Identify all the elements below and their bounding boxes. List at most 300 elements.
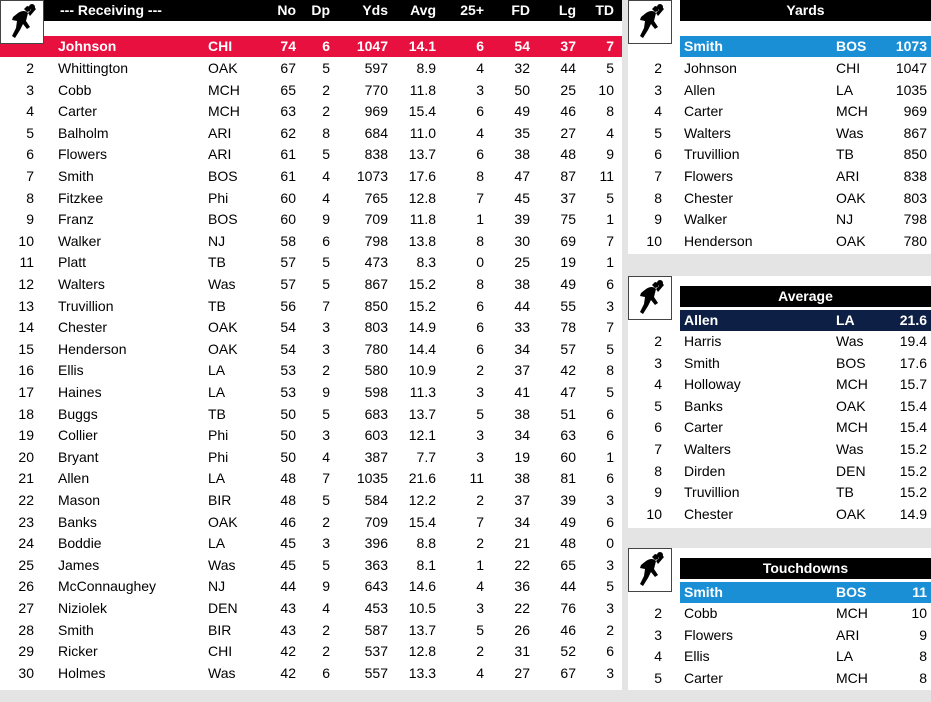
- stat-dp: 8: [322, 124, 330, 141]
- stat-no: 63: [280, 103, 296, 120]
- rank: 5: [654, 124, 662, 141]
- player-name: Henderson: [58, 340, 127, 357]
- touchdowns-header: [680, 558, 931, 579]
- team: LA: [836, 648, 854, 665]
- player-name: Allen: [684, 312, 719, 328]
- player-name: Walters: [684, 441, 731, 457]
- stat-no: 50: [280, 427, 296, 444]
- stat-dp: 4: [322, 189, 330, 206]
- player-name: Chester: [684, 189, 734, 206]
- stat-lg: 46: [560, 103, 576, 120]
- stat-lg: 39: [560, 492, 576, 508]
- stat-value: 11: [912, 584, 927, 600]
- rank: 9: [26, 211, 34, 228]
- stat-25plus: 3: [476, 427, 484, 444]
- col-td: TD: [595, 2, 614, 18]
- stat-fd: 34: [514, 513, 530, 530]
- stat-lg: 67: [560, 664, 576, 681]
- stat-value: 15.2: [899, 484, 927, 501]
- team: BIR: [208, 492, 232, 508]
- player-name: Carter: [684, 103, 723, 120]
- stat-td: 7: [606, 38, 614, 54]
- stat-lg: 75: [560, 211, 576, 228]
- stat-25plus: 8: [476, 276, 484, 292]
- stat-td: 5: [606, 340, 614, 357]
- stat-no: 46: [280, 513, 296, 530]
- rank: 6: [654, 146, 662, 163]
- player-name: Dirden: [684, 462, 726, 479]
- stat-dp: 2: [322, 621, 330, 638]
- stat-avg: 8.3: [416, 254, 436, 271]
- stat-no: 60: [280, 189, 296, 206]
- stat-yds: 557: [364, 664, 388, 681]
- stat-td: 6: [606, 276, 614, 292]
- rank: 9: [654, 484, 662, 501]
- stat-avg: 11.3: [409, 384, 436, 400]
- stat-25plus: 6: [476, 297, 484, 314]
- stat-fd: 35: [514, 124, 530, 141]
- player-name: Ellis: [58, 362, 84, 379]
- stat-lg: 48: [560, 535, 576, 552]
- player-name: Smith: [58, 621, 94, 638]
- stat-25plus: 3: [476, 384, 484, 400]
- list-item: [628, 231, 931, 253]
- stat-25plus: 3: [476, 600, 484, 616]
- stat-25plus: 8: [476, 168, 484, 184]
- stat-yds: 453: [364, 600, 388, 616]
- team: MCH: [208, 81, 240, 98]
- stat-fd: 26: [514, 621, 530, 638]
- stat-25plus: 6: [476, 38, 484, 54]
- player-name: Chester: [684, 505, 734, 522]
- stat-td: 5: [606, 578, 614, 595]
- team: BOS: [836, 38, 867, 54]
- stat-avg: 13.3: [408, 664, 436, 681]
- stat-value: 867: [903, 124, 927, 141]
- player-name: Walters: [58, 276, 105, 292]
- stat-dp: 5: [322, 60, 330, 76]
- player-name: Flowers: [684, 168, 734, 184]
- stat-lg: 78: [560, 319, 576, 336]
- table-row: [0, 382, 622, 404]
- stat-yds: 765: [364, 189, 388, 206]
- rank: 28: [18, 621, 34, 638]
- stat-no: 50: [280, 405, 296, 422]
- player-name: Smith: [58, 168, 94, 184]
- stat-no: 43: [280, 600, 296, 616]
- list-item: [628, 374, 931, 396]
- table-row: [0, 490, 622, 512]
- stat-fd: 32: [514, 60, 530, 76]
- list-item: [628, 353, 931, 375]
- stat-no: 44: [280, 578, 296, 595]
- stat-fd: 54: [514, 38, 530, 54]
- stat-fd: 31: [514, 643, 530, 660]
- list-item: [628, 439, 931, 461]
- stat-value: 14.9: [899, 505, 927, 522]
- yards-title: Yards: [786, 2, 825, 18]
- table-row: [0, 339, 622, 361]
- stat-lg: 27: [560, 124, 576, 141]
- stat-lg: 25: [560, 81, 576, 98]
- stat-value: 1073: [895, 38, 927, 54]
- stat-lg: 55: [560, 297, 576, 314]
- stat-yds: 537: [364, 643, 388, 660]
- stat-fd: 22: [514, 556, 530, 573]
- stat-avg: 15.2: [408, 276, 436, 292]
- player-catching-icon: [628, 548, 672, 592]
- rank: 4: [654, 376, 662, 393]
- stat-fd: 27: [514, 664, 530, 681]
- stat-25plus: 8: [476, 232, 484, 249]
- list-item: [628, 188, 931, 210]
- list-item: [628, 646, 931, 668]
- list-item: [628, 101, 931, 123]
- touchdowns-title: Touchdowns: [762, 560, 849, 576]
- team: LA: [836, 81, 854, 98]
- stat-avg: 7.7: [416, 448, 436, 465]
- stat-avg: 10.9: [408, 362, 436, 379]
- list-item: [628, 80, 931, 102]
- stat-value: 15.2: [899, 462, 927, 479]
- player-name: Platt: [58, 254, 87, 271]
- player-name: Carter: [684, 669, 723, 686]
- stat-no: 61: [280, 146, 296, 163]
- table-row: [0, 641, 622, 663]
- team: BOS: [208, 211, 238, 228]
- team: Was: [836, 124, 864, 141]
- table-row: [0, 425, 622, 447]
- receiving-leader-row: [0, 36, 622, 57]
- stat-lg: 47: [560, 384, 576, 400]
- stat-yds: 683: [364, 405, 388, 422]
- team: Was: [836, 441, 864, 457]
- stat-value: 15.2: [899, 441, 927, 457]
- table-row: [0, 533, 622, 555]
- stat-td: 3: [606, 297, 614, 314]
- stat-value: 798: [903, 211, 927, 228]
- player-name: Banks: [58, 513, 97, 530]
- stat-lg: 44: [560, 60, 576, 76]
- team: OAK: [208, 60, 238, 76]
- list-item: [628, 396, 931, 418]
- player-name: Cobb: [684, 605, 718, 621]
- col-lg: Lg: [558, 2, 576, 18]
- stat-value: 15.4: [899, 397, 927, 414]
- stat-dp: 4: [322, 448, 330, 465]
- team: TB: [208, 297, 226, 314]
- stat-value: 15.7: [899, 376, 927, 393]
- stat-no: 67: [280, 60, 296, 76]
- list-item: [628, 209, 931, 231]
- stat-no: 45: [280, 535, 296, 552]
- stat-25plus: 4: [476, 124, 484, 141]
- stat-25plus: 3: [476, 81, 484, 98]
- player-name: Chester: [58, 319, 108, 336]
- stat-avg: 12.2: [408, 492, 436, 508]
- table-row: [0, 317, 622, 339]
- stat-fd: 33: [514, 319, 530, 336]
- rank: 3: [654, 626, 662, 643]
- stat-td: 7: [606, 319, 614, 336]
- player-name: Smith: [684, 584, 723, 600]
- team: NJ: [836, 211, 854, 228]
- rank: 13: [18, 297, 34, 314]
- stat-fd: 38: [514, 276, 530, 292]
- team: Phi: [208, 189, 229, 206]
- stat-fd: 37: [514, 362, 530, 379]
- player-name: James: [58, 556, 100, 573]
- stat-no: 54: [280, 340, 296, 357]
- rank: 5: [26, 124, 34, 141]
- team: LA: [208, 384, 226, 400]
- stat-value: 19.4: [899, 333, 927, 349]
- rank: 26: [18, 578, 34, 595]
- list-item: [628, 144, 931, 166]
- team: TB: [836, 146, 854, 163]
- stat-avg: 17.6: [408, 168, 436, 184]
- rank: 30: [18, 664, 34, 681]
- stat-25plus: 6: [476, 146, 484, 163]
- stat-td: 1: [606, 448, 614, 465]
- col-avg: Avg: [410, 2, 436, 18]
- stat-25plus: 5: [476, 621, 484, 638]
- list-item: [628, 482, 931, 504]
- rank: 25: [18, 556, 34, 573]
- stat-td: 1: [606, 254, 614, 271]
- stat-value: 17.6: [899, 354, 927, 371]
- stat-25plus: 3: [476, 448, 484, 465]
- col-25plus: 25+: [460, 2, 484, 18]
- stat-value: 1035: [895, 81, 927, 98]
- table-row: [0, 576, 622, 598]
- stat-yds: 396: [364, 535, 388, 552]
- stat-dp: 3: [322, 319, 330, 336]
- team: TB: [208, 405, 226, 422]
- stat-25plus: 1: [476, 556, 484, 573]
- stat-td: 8: [606, 362, 614, 379]
- stat-no: 42: [280, 643, 296, 660]
- stat-avg: 13.7: [408, 621, 436, 638]
- team: ARI: [836, 168, 860, 184]
- stat-25plus: 7: [476, 189, 484, 206]
- player-name: Collier: [58, 427, 98, 444]
- rank: 20: [18, 448, 34, 465]
- stat-fd: 37: [514, 492, 530, 508]
- yards-panel: [628, 0, 931, 254]
- rank: 29: [18, 643, 34, 660]
- list-item: [628, 603, 931, 625]
- stat-dp: 2: [322, 513, 330, 530]
- stat-avg: 12.8: [408, 643, 436, 660]
- player-name: Bryant: [58, 448, 99, 465]
- stat-dp: 3: [322, 535, 330, 552]
- team: OAK: [208, 340, 238, 357]
- stat-yds: 780: [364, 340, 388, 357]
- stat-td: 6: [606, 643, 614, 660]
- stat-fd: 44: [514, 297, 530, 314]
- stat-avg: 21.6: [408, 470, 436, 487]
- team: MCH: [836, 669, 868, 686]
- team: MCH: [836, 419, 868, 436]
- team: TB: [208, 254, 226, 271]
- rank: 6: [26, 146, 34, 163]
- team: OAK: [836, 189, 866, 206]
- stat-avg: 15.2: [408, 297, 436, 314]
- stat-lg: 46: [560, 621, 576, 638]
- rank: 10: [18, 232, 34, 249]
- stat-avg: 11.8: [409, 211, 436, 228]
- team: ARI: [208, 146, 232, 163]
- stat-fd: 25: [514, 254, 530, 271]
- stat-avg: 15.4: [408, 513, 436, 530]
- player-catching-icon: [628, 0, 672, 44]
- stat-no: 45: [280, 556, 296, 573]
- team: TB: [836, 484, 854, 501]
- stat-fd: 21: [514, 535, 530, 552]
- stat-yds: 1047: [356, 38, 388, 54]
- team: ARI: [836, 626, 860, 643]
- stat-25plus: 11: [469, 470, 484, 487]
- team: Was: [208, 556, 236, 573]
- stat-yds: 850: [364, 297, 388, 314]
- stat-25plus: 7: [476, 513, 484, 530]
- stat-yds: 867: [364, 276, 388, 292]
- stat-dp: 3: [322, 340, 330, 357]
- stat-no: 48: [280, 470, 296, 487]
- player-name: Walker: [684, 211, 728, 228]
- table-row: [0, 123, 622, 145]
- stat-avg: 14.9: [408, 319, 436, 336]
- table-row: [0, 404, 622, 426]
- player-name: Flowers: [58, 146, 108, 163]
- rank: 7: [26, 168, 34, 184]
- rank: 3: [654, 81, 662, 98]
- rank: 27: [18, 600, 34, 616]
- team: CHI: [836, 60, 861, 76]
- stat-avg: 11.8: [409, 81, 436, 98]
- stat-value: 8: [919, 669, 927, 686]
- table-row: [0, 296, 622, 318]
- stat-yds: 709: [364, 513, 388, 530]
- stat-yds: 363: [364, 556, 388, 573]
- stat-no: 53: [280, 362, 296, 379]
- team: DEN: [836, 462, 866, 479]
- stat-td: 3: [606, 556, 614, 573]
- player-catching-icon: [628, 276, 672, 320]
- stat-td: 5: [606, 60, 614, 76]
- rank: 3: [26, 81, 34, 98]
- player-name: Truvillion: [684, 146, 740, 163]
- team: CHI: [208, 38, 233, 54]
- stat-avg: 8.9: [416, 60, 436, 76]
- stat-td: 5: [606, 384, 614, 400]
- rank: 15: [18, 340, 34, 357]
- stat-dp: 2: [322, 362, 330, 379]
- player-name: Haines: [58, 384, 102, 400]
- table-row: [0, 101, 622, 123]
- player-name: Carter: [58, 103, 97, 120]
- list-item: [628, 123, 931, 145]
- stat-avg: 13.7: [408, 405, 436, 422]
- table-row: [0, 512, 622, 534]
- player-name: Johnson: [684, 60, 737, 76]
- stat-yds: 1035: [356, 470, 388, 487]
- rank: 5: [654, 397, 662, 414]
- stat-td: 5: [606, 189, 614, 206]
- stat-25plus: 6: [476, 340, 484, 357]
- stat-no: 53: [280, 384, 296, 400]
- table-row: [0, 58, 622, 80]
- rank: 22: [18, 492, 34, 508]
- team: MCH: [836, 103, 868, 120]
- stat-25plus: 2: [476, 535, 484, 552]
- stat-fd: 49: [514, 103, 530, 120]
- stat-avg: 14.6: [408, 578, 436, 595]
- table-row: [0, 360, 622, 382]
- stat-dp: 5: [322, 405, 330, 422]
- stat-fd: 50: [514, 81, 530, 98]
- team: LA: [208, 470, 226, 487]
- team: LA: [836, 312, 855, 328]
- player-name: Walker: [58, 232, 102, 249]
- stat-yds: 603: [364, 427, 388, 444]
- player-name: Fitzkee: [58, 189, 104, 206]
- stat-fd: 38: [514, 405, 530, 422]
- stat-no: 42: [280, 664, 296, 681]
- rank: 12: [18, 276, 34, 292]
- stat-fd: 36: [514, 578, 530, 595]
- stat-dp: 6: [322, 664, 330, 681]
- stat-value: 15.4: [899, 419, 927, 436]
- list-item: [628, 58, 931, 80]
- average-title: Average: [778, 288, 833, 304]
- stat-25plus: 4: [476, 578, 484, 595]
- average-header: [680, 286, 931, 307]
- stat-value: 21.6: [899, 312, 927, 328]
- team: NJ: [208, 578, 226, 595]
- col-fd: FD: [511, 2, 530, 18]
- stat-no: 57: [280, 276, 296, 292]
- table-row: [0, 209, 622, 231]
- player-name: Boddie: [58, 535, 102, 552]
- player-name: Mason: [58, 492, 101, 508]
- stat-lg: 37: [560, 189, 576, 206]
- stat-25plus: 5: [476, 405, 484, 422]
- stat-value: 969: [903, 103, 927, 120]
- stat-dp: 3: [322, 427, 330, 444]
- stat-no: 48: [280, 492, 296, 508]
- player-name: Whittington: [58, 60, 129, 76]
- rank: 19: [18, 427, 34, 444]
- team: Was: [836, 333, 864, 349]
- team: MCH: [208, 103, 240, 120]
- rank: 8: [26, 189, 34, 206]
- player-name: Ricker: [58, 643, 98, 660]
- player-name: Holmes: [58, 664, 106, 681]
- team: Phi: [208, 448, 229, 465]
- rank: 24: [18, 535, 34, 552]
- player-name: Holloway: [684, 376, 741, 393]
- team: OAK: [836, 397, 866, 414]
- table-row: [0, 144, 622, 166]
- rank: 21: [18, 470, 34, 487]
- rank: 9: [654, 211, 662, 228]
- average-leader-row: [680, 310, 931, 331]
- stat-lg: 48: [560, 146, 576, 163]
- stat-no: 50: [280, 448, 296, 465]
- table-row: [0, 166, 622, 188]
